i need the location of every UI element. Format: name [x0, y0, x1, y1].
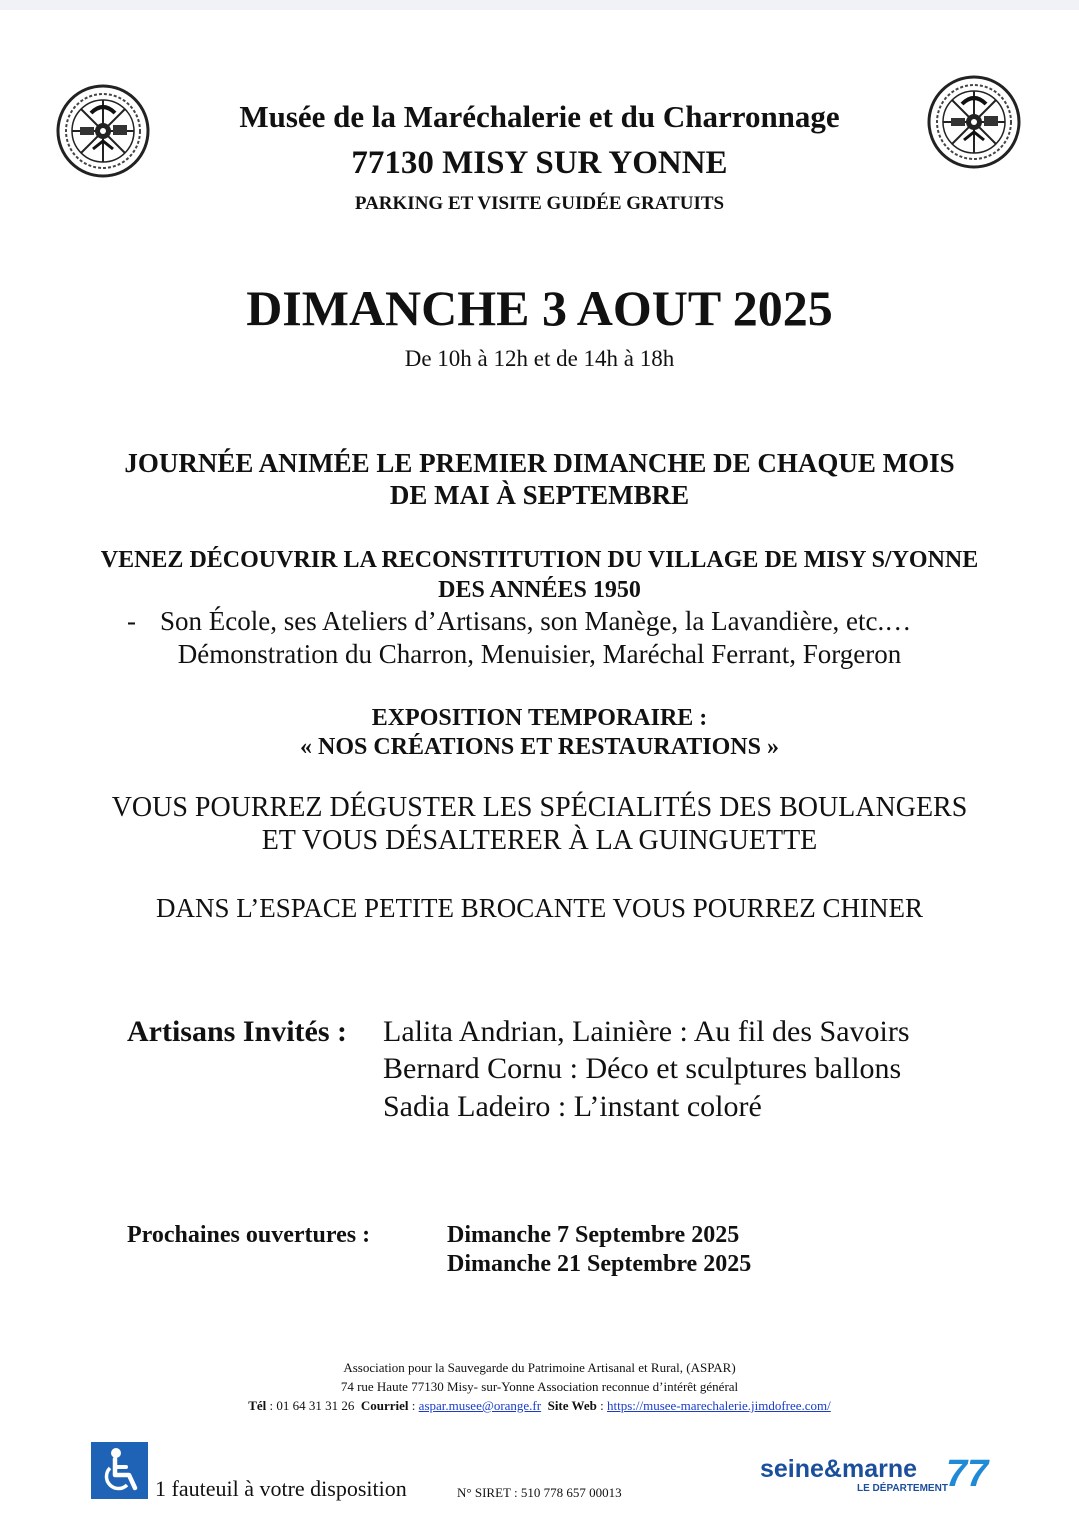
seine-et-marne-logo — [760, 1455, 995, 1500]
decouvrir-line-2: DES ANNÉES 1950 — [438, 577, 641, 603]
bullet-text: Son École, ses Ateliers d’Artisans, son Manège, la Lavandière, etc.… — [160, 606, 912, 636]
sponsor-wordmark: seine&marne — [760, 1455, 918, 1483]
email-link[interactable]: aspar.musee@orange.fr — [418, 1398, 542, 1413]
tel-label: Tél — [248, 1398, 267, 1413]
top-bar — [0, 0, 1079, 10]
event-hours: De 10h à 12h et de 14h à 18h — [404, 346, 675, 371]
artisans-label: Artisans Invités : — [127, 1015, 348, 1048]
expo-line-2: « NOS CRÉATIONS ET RESTAURATIONS » — [299, 734, 779, 760]
web-separator: : — [596, 1398, 607, 1413]
next-openings-label: Prochaines ouvertures : — [127, 1222, 371, 1248]
association-name: Association pour la Sauvegarde du Patrimoine Artisanal et Rural, (ASPAR) — [343, 1360, 736, 1375]
artisan-item: Bernard Cornu : Déco et sculptures ballons — [383, 1052, 902, 1085]
website-link[interactable]: https://musee-marechalerie.jimdofree.com/ — [606, 1398, 831, 1413]
free-info: PARKING ET VISITE GUIDÉE GRATUITS — [354, 193, 725, 214]
journee-line-1: JOURNÉE ANIMÉE LE PREMIER DIMANCHE DE CHAQUE MOIS — [124, 448, 955, 478]
contact-line — [0, 1398, 1079, 1414]
museum-name: Musée de la Maréchalerie et du Charronnage — [239, 99, 840, 134]
demonstration-text: Démonstration du Charron, Menuisier, Maréchal Ferrant, Forgeron — [177, 639, 902, 669]
tel-value: : 01 64 31 31 26 — [266, 1398, 355, 1413]
email-separator: : — [408, 1398, 419, 1413]
decouvrir-line-1: VENEZ DÉCOUVRIR LA RECONSTITUTION DU VILLAGE DE MISY S/YONNE — [100, 547, 979, 573]
brocante-text: DANS L’ESPACE PETITE BROCANTE VOUS POURREZ CHINER — [155, 893, 924, 923]
bullet-marker: - — [127, 606, 136, 636]
association-address: 74 rue Haute 77130 Misy- sur-Yonne Association reconnue d’intérêt général — [340, 1379, 739, 1394]
artisan-item: Sadia Ladeiro : L’instant coloré — [383, 1090, 762, 1123]
museum-location: 77130 MISY SUR YONNE — [351, 145, 728, 181]
next-opening-date: Dimanche 7 Septembre 2025 — [447, 1222, 740, 1248]
journee-line-2: DE MAI À SEPTEMBRE — [389, 480, 690, 510]
event-date: DIMANCHE 3 AOUT 2025 — [246, 280, 833, 336]
wheelchair-text: 1 fauteuil à votre disposition — [155, 1476, 407, 1501]
siret-number: N° SIRET : 510 778 657 00013 — [457, 1485, 622, 1500]
next-opening-date: Dimanche 21 Septembre 2025 — [447, 1251, 752, 1277]
web-label: Site Web — [547, 1398, 597, 1413]
artisan-item: Lalita Andrian, Lainière : Au fil des Savoirs — [383, 1015, 910, 1048]
email-label: Courriel — [360, 1398, 409, 1413]
deguster-line-2: ET VOUS DÉSALTERER À LA GUINGUETTE — [261, 825, 818, 856]
deguster-line-1: VOUS POURREZ DÉGUSTER LES SPÉCIALITÉS DES BOULANGERS — [111, 792, 968, 823]
sponsor-number: 77 — [946, 1453, 989, 1495]
sponsor-subtitle: LE DÉPARTEMENT — [857, 1483, 948, 1494]
expo-line-1: EXPOSITION TEMPORAIRE : — [371, 705, 708, 731]
wheelchair-icon — [91, 1442, 148, 1499]
